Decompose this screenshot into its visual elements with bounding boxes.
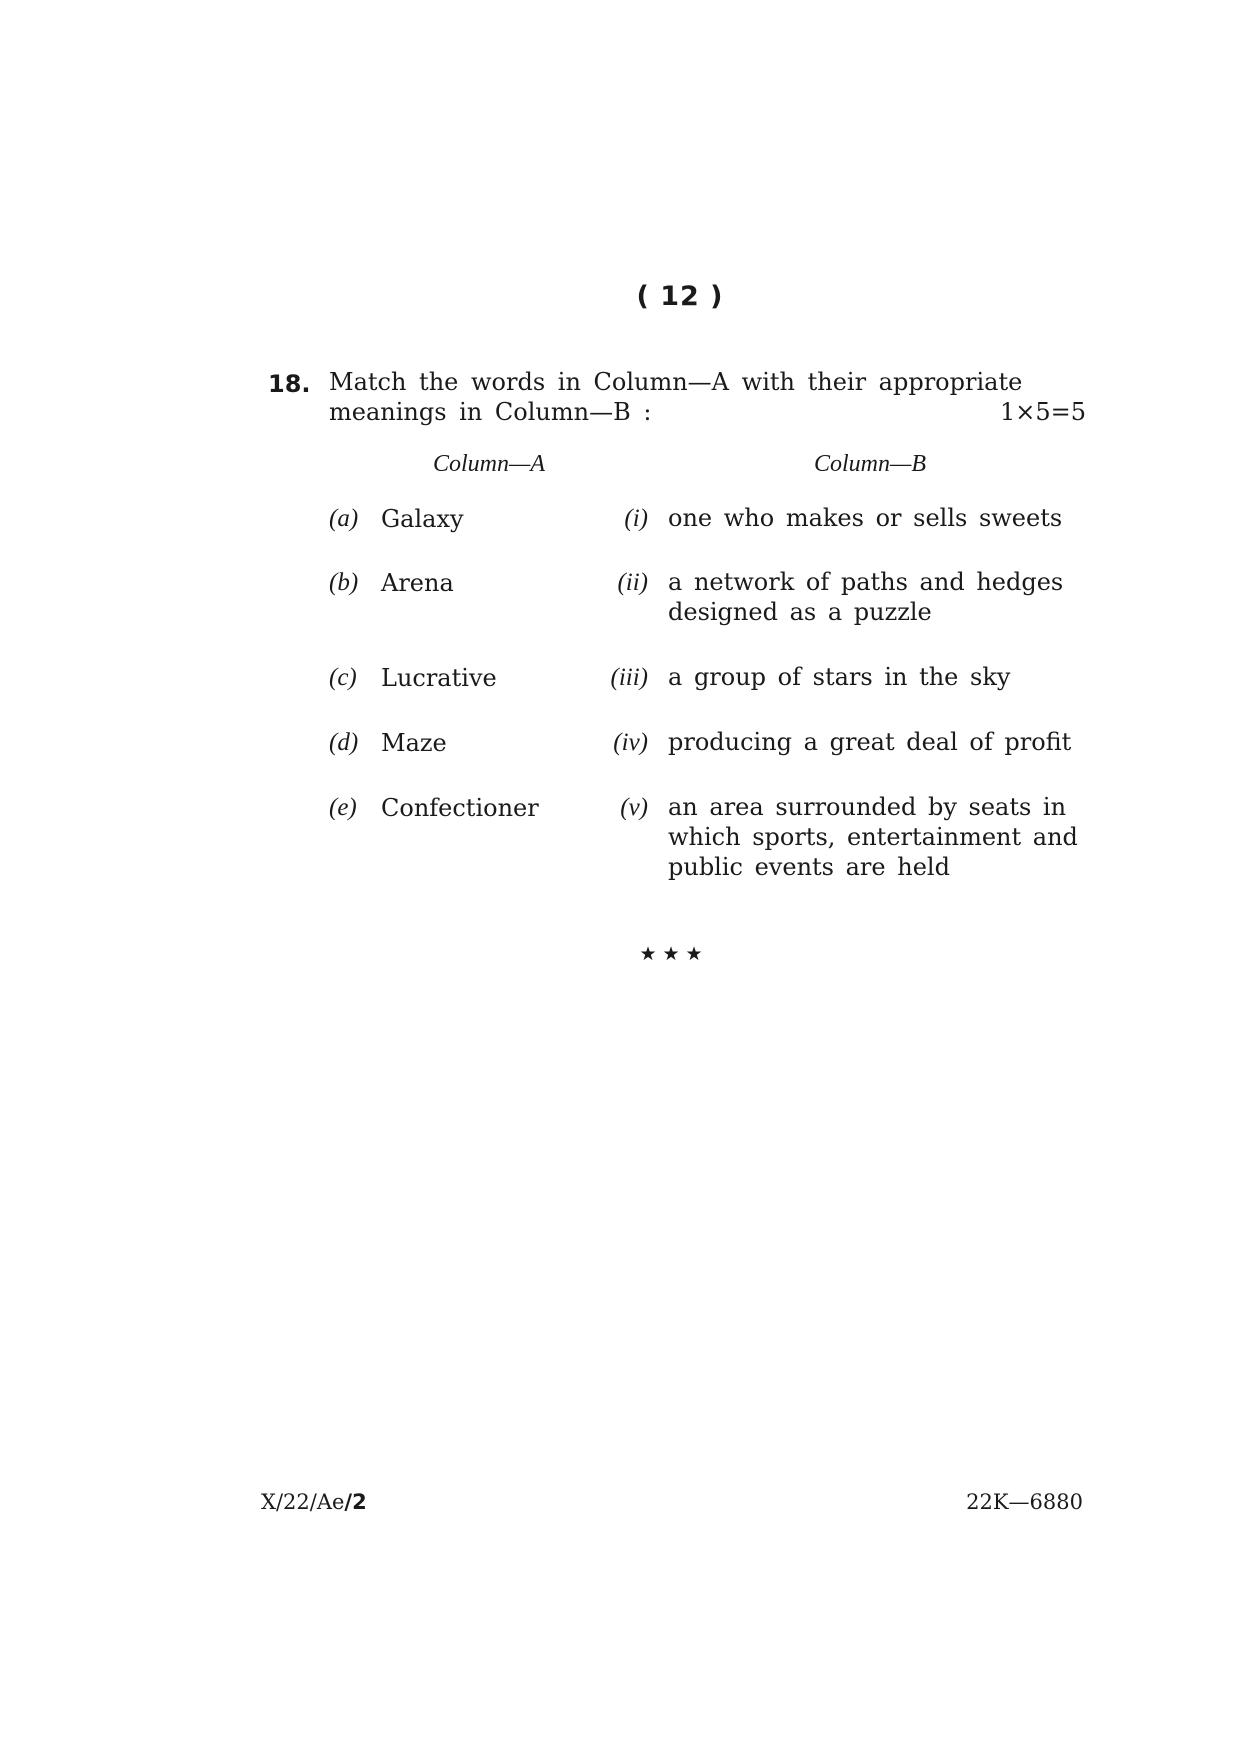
row-iii-meaning: a group of stars in the sky — [668, 663, 1011, 691]
question-number: 18. — [268, 370, 311, 398]
footer-paper-code-text: X/22/Ae — [261, 1490, 345, 1514]
end-of-paper-stars: ★★★ — [639, 943, 709, 965]
row-c-label: (c) — [329, 664, 357, 691]
page-number: ( 12 ) — [636, 281, 724, 312]
column-a-heading: Column—A — [433, 451, 546, 477]
footer-paper-code — [261, 1490, 367, 1514]
footer-print-code: 22K—6880 — [966, 1490, 1083, 1514]
row-v-meaning: an area surrounded by seats in which sports, entertainment and public events are held — [668, 793, 1078, 881]
row-ii-label: (ii) — [617, 569, 648, 596]
footer-paper-code-bold: /2 — [344, 1490, 367, 1514]
row-v-label: (v) — [620, 794, 648, 821]
row-a-word: Galaxy — [381, 505, 464, 533]
question-marks: 1×5=5 — [999, 398, 1086, 426]
question-text-line-2: meanings in Column—B : — [329, 398, 652, 426]
row-d-word: Maze — [381, 729, 447, 757]
row-ii-meaning: a network of paths and hedges designed as a puzzle — [668, 568, 1064, 626]
column-b-heading: Column—B — [814, 451, 927, 477]
row-b-label: (b) — [329, 569, 359, 596]
row-iv-label: (iv) — [613, 729, 648, 756]
row-i-label: (i) — [624, 505, 648, 532]
row-c-word: Lucrative — [381, 664, 497, 692]
row-e-word: Confectioner — [381, 794, 539, 822]
row-e-label: (e) — [329, 794, 357, 821]
row-b-word: Arena — [381, 569, 454, 597]
question-text-line-1: Match the words in Column—A with their appropriate — [329, 368, 1023, 396]
row-iv-meaning: producing a great deal of profit — [668, 728, 1072, 756]
row-i-meaning: one who makes or sells sweets — [668, 504, 1063, 532]
row-d-label: (d) — [329, 729, 359, 756]
row-a-label: (a) — [329, 505, 359, 532]
row-iii-label: (iii) — [610, 664, 648, 691]
